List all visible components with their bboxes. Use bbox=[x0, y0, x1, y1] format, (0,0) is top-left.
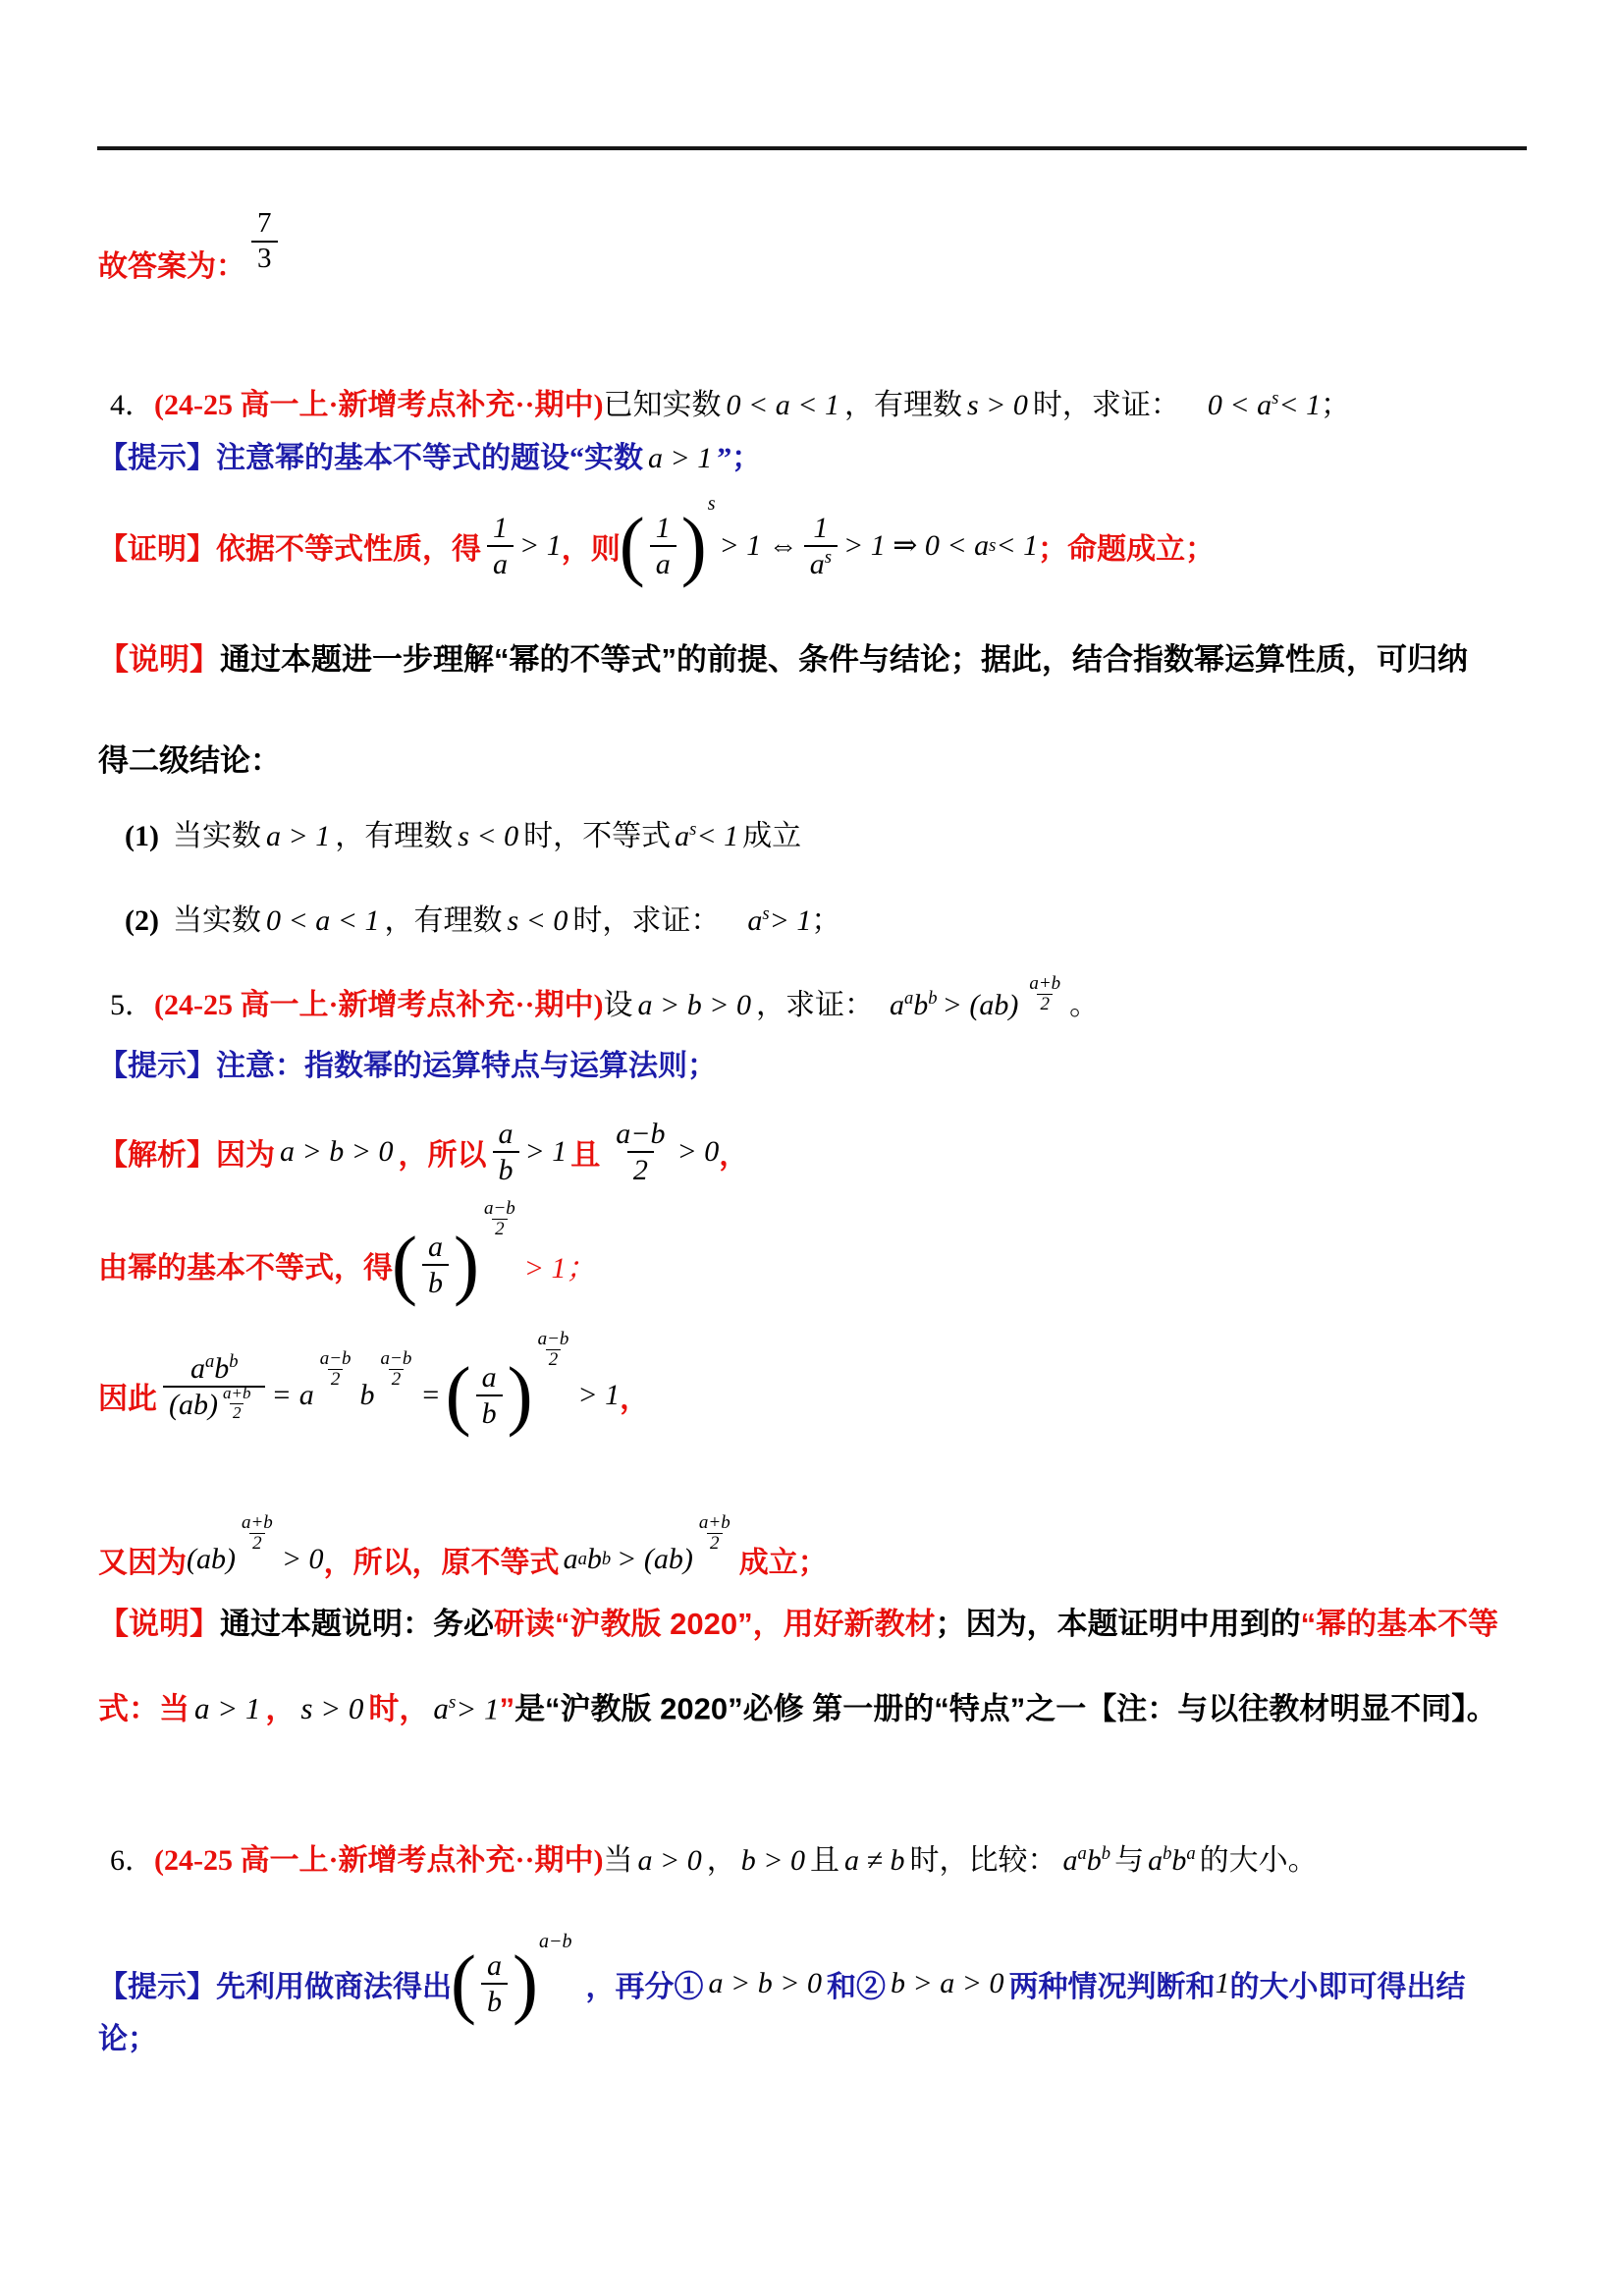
fraction-numerator: a+b bbox=[222, 1383, 251, 1402]
q4-hint bbox=[98, 437, 761, 480]
math-segment: a bbox=[563, 1542, 578, 1575]
hint-text: 两种情况判断和 bbox=[1008, 1970, 1216, 2003]
fraction-numerator: a bbox=[427, 1230, 443, 1263]
math-segment: a bbox=[1062, 1844, 1078, 1877]
note-marker: 【说明】 bbox=[98, 1607, 220, 1641]
text-segment: 当实数 bbox=[172, 820, 261, 852]
q5-power-step bbox=[98, 1198, 596, 1316]
q6-hint-line2 bbox=[98, 2018, 157, 2061]
text-segment: 设 bbox=[603, 989, 633, 1021]
q5-hint bbox=[98, 1045, 717, 1088]
fraction-numerator: a bbox=[481, 1360, 497, 1394]
note-text-red: 研读“沪教版 2020”，用好新教材 bbox=[494, 1607, 936, 1641]
question-source-tag: (24-25 高一上·新增考点补充··期中) bbox=[154, 1844, 604, 1877]
math-segment: > 1 bbox=[519, 528, 562, 562]
analysis-text: 且 bbox=[570, 1138, 601, 1172]
exponent: s bbox=[762, 903, 770, 924]
answer-label: 故答案为： bbox=[98, 250, 245, 283]
math-segment: a bbox=[747, 904, 763, 937]
exponent-fraction bbox=[481, 1199, 518, 1239]
hint-text: 的大小即可得出结 bbox=[1229, 1970, 1466, 2003]
exponent: b bbox=[601, 1548, 612, 1569]
step-text: 成立； bbox=[738, 1546, 828, 1579]
math-segment: > 1 bbox=[769, 904, 812, 937]
exponent: a bbox=[1077, 1843, 1087, 1864]
step-text: 因此 bbox=[98, 1382, 157, 1415]
text-segment: 且 bbox=[810, 1844, 839, 1877]
fraction-numerator: a bbox=[486, 1948, 502, 1982]
math-segment: s > 0 bbox=[300, 1691, 364, 1726]
fraction-denominator: 2 bbox=[389, 1369, 405, 1390]
hint-marker: 【提示】 bbox=[98, 442, 216, 474]
fraction bbox=[487, 512, 514, 580]
text-segment: 时，求证： bbox=[572, 904, 721, 937]
math-segment: 0 < a < 1 bbox=[265, 904, 380, 937]
math-segment: a > b > 0 bbox=[708, 1966, 822, 1999]
fraction-numerator: a−b bbox=[616, 1117, 666, 1150]
math-segment: b bbox=[913, 989, 929, 1021]
exponent-fraction bbox=[378, 1349, 415, 1390]
fraction bbox=[476, 1361, 503, 1430]
math-segment: a > 1 bbox=[648, 442, 713, 474]
q5-therefore-step bbox=[98, 1324, 649, 1466]
math-segment: a bbox=[675, 820, 690, 852]
text-segment: 。 bbox=[1069, 989, 1100, 1021]
question-source-tag: (24-25 高一上·新增考点补充··期中) bbox=[154, 989, 604, 1021]
fraction-numerator bbox=[185, 1352, 244, 1386]
fraction bbox=[493, 1118, 519, 1186]
proof-text: ；命题成立； bbox=[1038, 532, 1216, 566]
text-segment: ； bbox=[1321, 389, 1351, 421]
fraction-numerator: a−b bbox=[319, 1348, 352, 1370]
exponent: a−b bbox=[538, 1931, 572, 1952]
fraction-numerator: 1 bbox=[655, 511, 671, 544]
math-segment: (ab) bbox=[187, 1542, 236, 1575]
q4-conclusion-2 bbox=[125, 893, 840, 943]
math-segment: a bbox=[433, 1691, 449, 1726]
q5-note-line2 bbox=[98, 1681, 1497, 1730]
math-segment: > 1 ⇔ bbox=[719, 528, 798, 562]
exponent: a bbox=[204, 1350, 215, 1372]
exponent: b bbox=[928, 988, 938, 1009]
q4-note-line2 bbox=[98, 739, 281, 783]
exponent: a bbox=[1186, 1843, 1196, 1864]
hint-text: 注意幂的基本不等式的题设“实数 bbox=[216, 442, 643, 474]
text-segment: ，求证： bbox=[756, 989, 874, 1021]
exponent: s bbox=[448, 1692, 457, 1713]
item-number: (1) bbox=[125, 820, 159, 852]
note-text-red: 时， bbox=[368, 1691, 430, 1726]
fraction-denominator: 2 bbox=[230, 1403, 244, 1423]
exponent: s bbox=[989, 534, 997, 556]
analysis-text: ， bbox=[719, 1138, 749, 1172]
proof-text: ，则 bbox=[561, 532, 621, 566]
close-paren: ) bbox=[512, 1939, 538, 2027]
open-paren: ( bbox=[451, 1939, 476, 2027]
note-text: ；因为，本题证明中用到的 bbox=[935, 1607, 1301, 1641]
math-segment: > 1 bbox=[577, 1378, 621, 1411]
answer-fraction bbox=[251, 208, 278, 275]
math-segment: s < 0 bbox=[507, 904, 568, 937]
math-segment: > 1 bbox=[456, 1691, 500, 1726]
text-segment: 时，比较： bbox=[909, 1844, 1057, 1877]
q4-conclusion-1 bbox=[125, 808, 801, 858]
text-segment: ，有理数 bbox=[844, 389, 962, 421]
open-paren: ( bbox=[445, 1350, 471, 1439]
fraction-denominator: 2 bbox=[249, 1533, 265, 1554]
math-segment: < 1 bbox=[996, 528, 1039, 562]
exponent: b bbox=[229, 1350, 239, 1372]
fraction bbox=[481, 1949, 508, 2018]
q5-analysis bbox=[98, 1100, 748, 1203]
fraction bbox=[804, 512, 838, 580]
hint-text: ”； bbox=[717, 442, 762, 474]
fraction-numerator: a+b bbox=[1029, 973, 1061, 994]
math-segment: 0 < a < 1 bbox=[726, 389, 839, 421]
fraction bbox=[650, 512, 676, 580]
math-segment: a > 1 bbox=[194, 1691, 261, 1726]
hint-marker: 【提示】 bbox=[98, 1050, 216, 1082]
math-segment: s > 0 bbox=[967, 389, 1028, 421]
close-paren: ) bbox=[507, 1350, 533, 1439]
paren-power-group bbox=[445, 1329, 578, 1439]
big-fraction bbox=[163, 1352, 265, 1438]
math-segment: > 1 ⇒ 0 < a bbox=[843, 529, 990, 562]
fraction-numerator: a+b bbox=[241, 1512, 273, 1534]
text-segment: 的大小。 bbox=[1199, 1844, 1318, 1877]
exponent-fraction bbox=[535, 1330, 572, 1370]
exponent-fraction bbox=[317, 1349, 354, 1390]
q4-proof bbox=[98, 489, 1215, 602]
step-text: ，所以，原不等式 bbox=[323, 1546, 560, 1579]
note-text-red: ， bbox=[265, 1691, 297, 1726]
math-segment: b bbox=[359, 1378, 375, 1411]
fraction-denominator: a bbox=[487, 545, 514, 580]
q5-also-step bbox=[98, 1512, 828, 1601]
question-source-tag: (24-25 高一上·新增考点补充··期中) bbox=[154, 389, 604, 421]
math-segment: b bbox=[1086, 1844, 1102, 1877]
math-segment: (ab) bbox=[169, 1388, 218, 1421]
math-segment: > 1； bbox=[523, 1251, 596, 1285]
math-segment: 1 bbox=[1215, 1966, 1230, 1999]
question-4-stem bbox=[110, 377, 1350, 427]
fraction-denominator: b bbox=[422, 1264, 449, 1299]
math-segment: b bbox=[214, 1351, 230, 1385]
fraction-denominator: b bbox=[481, 1983, 508, 2018]
step-text: 由幂的基本不等式，得 bbox=[98, 1251, 393, 1285]
question-number: 5． bbox=[110, 989, 154, 1021]
text-segment: 当实数 bbox=[172, 904, 261, 937]
note-text: 得二级结论： bbox=[98, 743, 281, 778]
open-paren: ( bbox=[619, 501, 645, 589]
text-segment: 与 bbox=[1114, 1844, 1145, 1877]
text-segment: ，有理数 bbox=[335, 820, 454, 852]
fraction-numerator: 7 bbox=[257, 207, 272, 240]
fraction-denominator: 2 bbox=[707, 1533, 723, 1554]
fraction-denominator bbox=[163, 1383, 265, 1438]
fraction-denominator: 2 bbox=[546, 1349, 562, 1370]
item-number: (2) bbox=[125, 904, 159, 937]
step-text: 又因为 bbox=[98, 1546, 187, 1579]
text-segment: 成立 bbox=[742, 820, 802, 852]
fraction-numerator: a−b bbox=[483, 1198, 515, 1220]
fraction-denominator: 3 bbox=[251, 241, 278, 275]
exponent-fraction bbox=[239, 1513, 276, 1554]
note-text: 通过本题进一步理解“幂的不等式”的前提、条件与结论；据此，结合指数幂运算性质，可归纳 bbox=[220, 642, 1468, 677]
hint-text: ，再分① bbox=[585, 1970, 704, 2003]
exponent: s bbox=[824, 546, 833, 568]
hint-text: 注意：指数幂的运算特点与运算法则； bbox=[216, 1050, 717, 1082]
math-segment: a bbox=[1148, 1844, 1163, 1877]
note-text: 通过本题说明：务必 bbox=[220, 1607, 494, 1641]
exponent-fraction bbox=[1026, 974, 1063, 1014]
exponent-fraction bbox=[220, 1385, 253, 1422]
fraction-numerator: 1 bbox=[493, 511, 508, 544]
close-paren: ) bbox=[453, 1220, 479, 1308]
exponent: a bbox=[904, 988, 914, 1009]
math-segment: a > 0 bbox=[637, 1844, 702, 1877]
question-5-stem bbox=[110, 973, 1100, 1040]
math-segment: > 0 bbox=[676, 1134, 720, 1168]
math-segment: b bbox=[586, 1542, 602, 1575]
fraction-numerator: a−b bbox=[537, 1329, 569, 1350]
close-paren: ) bbox=[680, 501, 707, 589]
math-segment: a bbox=[809, 547, 825, 580]
hint-marker: 【提示】 bbox=[98, 1970, 216, 2003]
answer-line bbox=[98, 192, 284, 291]
analysis-text: 因为 bbox=[216, 1138, 275, 1172]
math-segment: < 1 bbox=[696, 820, 739, 852]
paren-power-group bbox=[619, 493, 720, 589]
exponent: s bbox=[707, 493, 716, 515]
fraction-denominator: b bbox=[476, 1394, 503, 1430]
fraction-denominator: 2 bbox=[492, 1219, 508, 1239]
math-segment: = bbox=[420, 1378, 441, 1411]
note-text-red: “幂的基本不等 bbox=[1300, 1607, 1499, 1641]
paren-power-group bbox=[451, 1931, 575, 2027]
paren-power-group bbox=[392, 1198, 524, 1308]
exponent-fraction bbox=[696, 1513, 733, 1554]
text-segment: 时，不等式 bbox=[523, 820, 672, 852]
math-segment: b > 0 bbox=[740, 1844, 805, 1877]
fraction bbox=[610, 1118, 671, 1186]
q6-hint bbox=[98, 1927, 1465, 2040]
math-segment: a > b > 0 bbox=[637, 989, 751, 1021]
math-segment: a > 1 bbox=[265, 820, 331, 852]
fraction-numerator: a bbox=[498, 1117, 514, 1150]
header-rule bbox=[97, 146, 1527, 150]
proof-text: 依据不等式性质，得 bbox=[216, 532, 481, 566]
note-text-red: ” bbox=[499, 1691, 515, 1726]
note-text-red: 式：当 bbox=[98, 1691, 189, 1726]
fraction-denominator: a bbox=[650, 545, 676, 580]
math-segment: b > a > 0 bbox=[890, 1966, 1004, 1999]
text-segment: ，有理数 bbox=[384, 904, 503, 937]
question-number: 6． bbox=[110, 1844, 154, 1877]
exponent: s bbox=[689, 819, 697, 840]
math-segment: > (ab) bbox=[942, 989, 1019, 1021]
text-segment: 当 bbox=[603, 1844, 633, 1877]
math-segment: a bbox=[890, 989, 904, 1021]
hint-text: 先利用做商法得出 bbox=[216, 1970, 452, 2003]
fraction bbox=[422, 1230, 449, 1299]
exponent: s bbox=[1271, 388, 1279, 409]
text-segment: ； bbox=[811, 904, 841, 937]
math-segment: > (ab) bbox=[617, 1542, 693, 1575]
exponent: a bbox=[577, 1548, 587, 1569]
math-segment: < 1 bbox=[1278, 389, 1322, 421]
exponent: b bbox=[1163, 1843, 1172, 1864]
fraction-denominator: 2 bbox=[328, 1369, 344, 1390]
text-segment: ， bbox=[706, 1844, 736, 1877]
step-text: ， bbox=[620, 1382, 650, 1415]
note-text: 是“沪教版 2020”必修 第一册的“特点”之一【注：与以往教材明显不同】。 bbox=[514, 1691, 1497, 1726]
fraction-numerator: 1 bbox=[813, 511, 829, 544]
math-segment: > 0 bbox=[281, 1542, 324, 1575]
text-segment: 已知实数 bbox=[603, 389, 722, 421]
note-marker: 【说明】 bbox=[98, 642, 220, 677]
text-segment: 时，求证： bbox=[1032, 389, 1180, 421]
analysis-marker: 【解析】 bbox=[98, 1138, 216, 1172]
math-segment: = bbox=[271, 1378, 292, 1411]
math-segment: b bbox=[1171, 1844, 1187, 1877]
math-segment: a bbox=[298, 1378, 314, 1411]
exponent: b bbox=[1101, 1843, 1111, 1864]
math-segment: 0 < a bbox=[1207, 389, 1272, 421]
hint-text: 论； bbox=[98, 2023, 157, 2055]
fraction-numerator: a−b bbox=[380, 1348, 412, 1370]
q5-note-line1 bbox=[98, 1603, 1498, 1646]
fraction-numerator: a+b bbox=[698, 1512, 730, 1534]
fraction-denominator bbox=[804, 545, 838, 580]
open-paren: ( bbox=[392, 1220, 417, 1308]
question-6-stem bbox=[110, 1832, 1318, 1883]
fraction-denominator: 2 bbox=[627, 1151, 654, 1186]
fraction-denominator: b bbox=[493, 1151, 519, 1186]
proof-marker: 【证明】 bbox=[98, 532, 216, 566]
analysis-text: ，所以 bbox=[398, 1138, 487, 1172]
hint-text: 和② bbox=[826, 1970, 886, 2003]
math-segment: a ≠ b bbox=[844, 1844, 905, 1877]
math-segment: a > b > 0 bbox=[280, 1134, 394, 1168]
question-number: 4． bbox=[110, 389, 154, 421]
math-segment: > 1 bbox=[524, 1134, 568, 1168]
fraction-denominator: 2 bbox=[1037, 994, 1053, 1014]
q4-note-line1 bbox=[98, 638, 1468, 682]
math-segment: s < 0 bbox=[458, 820, 519, 852]
math-segment: a bbox=[189, 1351, 205, 1385]
